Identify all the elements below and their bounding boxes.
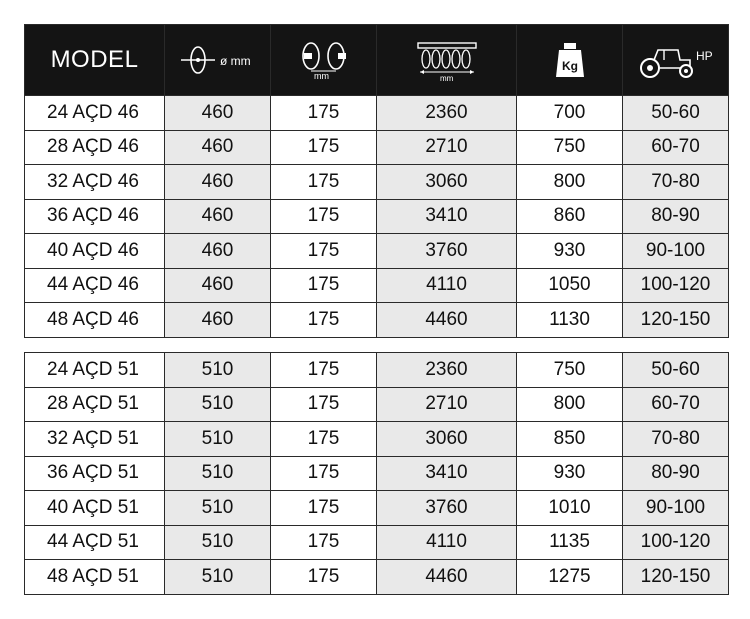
weight-icon: [553, 40, 587, 80]
disc-diameter-cell: 460: [165, 130, 271, 165]
disc-spacing-cell: 175: [271, 560, 377, 595]
disc-unit-label: ø mm: [219, 54, 251, 68]
model-cell: 44 AÇD 46: [25, 268, 165, 303]
disc-spacing-cell: 175: [271, 199, 377, 234]
disc-diameter-icon: [178, 45, 258, 75]
weight-header: [517, 25, 623, 96]
disc-spacing-cell: 175: [271, 234, 377, 269]
power-cell: 50-60: [623, 96, 729, 131]
disc-diameter-cell: 460: [165, 268, 271, 303]
model-cell: 36 AÇD 51: [25, 456, 165, 491]
disc-diameter-cell: 510: [165, 353, 271, 388]
weight-unit-label: Kg: [561, 59, 578, 73]
weight-cell: 1275: [517, 560, 623, 595]
disc-diameter-cell: 510: [165, 456, 271, 491]
disc-spacing-cell: 175: [271, 491, 377, 526]
table-row: [25, 234, 729, 269]
power-cell: 100-120: [623, 525, 729, 560]
spec-table-46: [24, 24, 729, 338]
table-row: [25, 303, 729, 338]
disc-spacing-cell: 175: [271, 387, 377, 422]
working-width-cell: 3760: [377, 491, 517, 526]
power-cell: 120-150: [623, 303, 729, 338]
spacing-unit-label: mm: [313, 71, 329, 80]
working-width-cell: 2360: [377, 353, 517, 388]
model-cell: 32 AÇD 46: [25, 165, 165, 200]
power-cell: 120-150: [623, 560, 729, 595]
working-width-cell: 2710: [377, 130, 517, 165]
working-width-cell: 3410: [377, 456, 517, 491]
table-row: [25, 387, 729, 422]
weight-cell: 1010: [517, 491, 623, 526]
table-row: [25, 525, 729, 560]
disc-diameter-cell: 460: [165, 165, 271, 200]
disc-spacing-cell: 175: [271, 96, 377, 131]
power-header: [623, 25, 729, 96]
model-cell: 24 AÇD 51: [25, 353, 165, 388]
disc-spacing-icon: [294, 40, 354, 80]
disc-spacing-header: [271, 25, 377, 96]
power-cell: 60-70: [623, 130, 729, 165]
spec-table-51: [24, 352, 729, 595]
power-cell: 90-100: [623, 234, 729, 269]
power-cell: 60-70: [623, 387, 729, 422]
model-cell: 44 AÇD 51: [25, 525, 165, 560]
power-cell: 80-90: [623, 199, 729, 234]
table-row: [25, 130, 729, 165]
weight-cell: 1135: [517, 525, 623, 560]
weight-cell: 800: [517, 165, 623, 200]
width-unit-label: mm: [439, 74, 453, 83]
model-cell: 40 AÇD 51: [25, 491, 165, 526]
power-cell: 90-100: [623, 491, 729, 526]
disc-diameter-cell: 510: [165, 387, 271, 422]
power-unit-label: HP: [695, 49, 713, 63]
power-cell: 70-80: [623, 422, 729, 457]
working-width-icon: [412, 37, 482, 83]
disc-spacing-cell: 175: [271, 525, 377, 560]
weight-cell: 800: [517, 387, 623, 422]
weight-cell: 930: [517, 456, 623, 491]
model-cell: 48 AÇD 51: [25, 560, 165, 595]
working-width-cell: 3060: [377, 165, 517, 200]
working-width-cell: 4460: [377, 303, 517, 338]
weight-cell: 750: [517, 353, 623, 388]
table-row: [25, 491, 729, 526]
power-cell: 100-120: [623, 268, 729, 303]
disc-diameter-cell: 510: [165, 422, 271, 457]
disc-diameter-cell: 460: [165, 234, 271, 269]
model-cell: 28 AÇD 46: [25, 130, 165, 165]
power-cell: 80-90: [623, 456, 729, 491]
working-width-cell: 2710: [377, 387, 517, 422]
disc-spacing-cell: 175: [271, 303, 377, 338]
disc-diameter-cell: 510: [165, 491, 271, 526]
working-width-cell: 3410: [377, 199, 517, 234]
weight-cell: 750: [517, 130, 623, 165]
disc-spacing-cell: 175: [271, 353, 377, 388]
working-width-cell: 4110: [377, 268, 517, 303]
working-width-cell: 3060: [377, 422, 517, 457]
working-width-cell: 4110: [377, 525, 517, 560]
disc-spacing-cell: 175: [271, 456, 377, 491]
model-cell: 48 AÇD 46: [25, 303, 165, 338]
table-row: [25, 96, 729, 131]
disc-spacing-cell: 175: [271, 268, 377, 303]
header-row: [25, 25, 729, 96]
disc-spacing-cell: 175: [271, 165, 377, 200]
weight-cell: 850: [517, 422, 623, 457]
weight-cell: 1130: [517, 303, 623, 338]
table-row: [25, 268, 729, 303]
table-row: [25, 165, 729, 200]
working-width-cell: 2360: [377, 96, 517, 131]
model-cell: 24 AÇD 46: [25, 96, 165, 131]
model-cell: 36 AÇD 46: [25, 199, 165, 234]
weight-cell: 1050: [517, 268, 623, 303]
power-cell: 70-80: [623, 165, 729, 200]
model-cell: 40 AÇD 46: [25, 234, 165, 269]
working-width-cell: 4460: [377, 560, 517, 595]
disc-diameter-header: [165, 25, 271, 96]
weight-cell: 860: [517, 199, 623, 234]
table-row: [25, 560, 729, 595]
disc-spacing-cell: 175: [271, 422, 377, 457]
working-width-header: [377, 25, 517, 96]
disc-diameter-cell: 510: [165, 525, 271, 560]
model-cell: 28 AÇD 51: [25, 387, 165, 422]
power-cell: 50-60: [623, 353, 729, 388]
tractor-icon: [634, 40, 718, 80]
table-row: [25, 422, 729, 457]
disc-diameter-cell: 460: [165, 303, 271, 338]
disc-diameter-cell: 460: [165, 96, 271, 131]
weight-cell: 700: [517, 96, 623, 131]
disc-spacing-cell: 175: [271, 130, 377, 165]
disc-diameter-cell: 460: [165, 199, 271, 234]
disc-diameter-cell: 510: [165, 560, 271, 595]
weight-cell: 930: [517, 234, 623, 269]
table-row: [25, 456, 729, 491]
table-row: [25, 353, 729, 388]
table-row: [25, 199, 729, 234]
working-width-cell: 3760: [377, 234, 517, 269]
model-cell: 32 AÇD 51: [25, 422, 165, 457]
model-header: MODEL: [25, 25, 165, 96]
